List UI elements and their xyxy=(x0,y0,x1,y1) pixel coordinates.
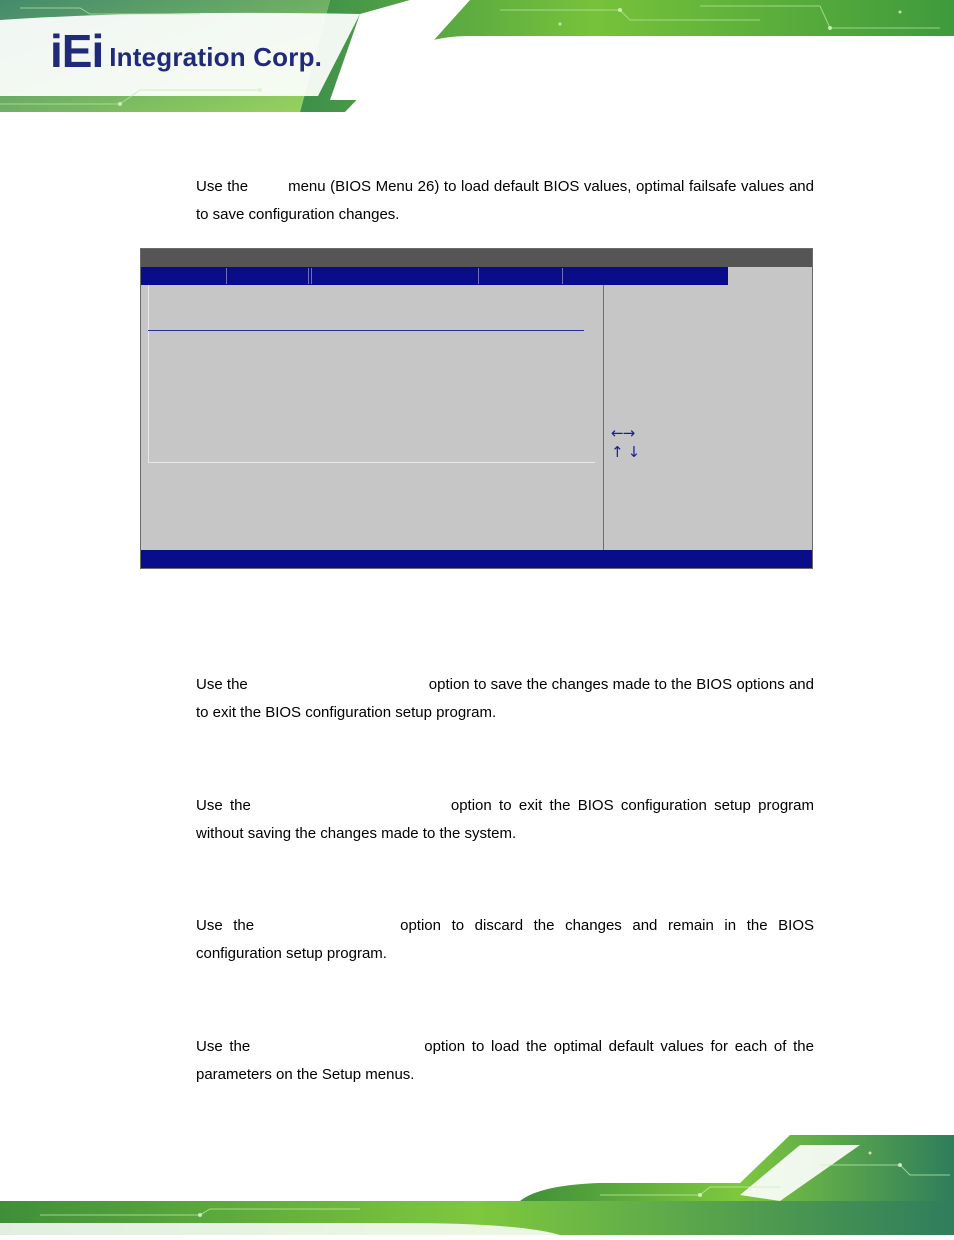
section-paragraph xyxy=(196,1033,814,1089)
section-text-after: option to exit the BIOS configuration setup program without saving the changes made to the system. xyxy=(196,797,814,842)
bios-menu-active-tab xyxy=(728,267,812,285)
bios-separator-line xyxy=(148,330,584,331)
page-header-banner xyxy=(0,0,954,115)
intro-text-after: menu (BIOS Menu 26) to load default BIOS values, optimal failsafe values and to save configuration changes. xyxy=(196,178,814,223)
logo-mark: iEi xyxy=(50,25,104,77)
bios-status-bar xyxy=(141,550,812,568)
section-text-before: Use the xyxy=(196,917,255,934)
bios-menu-bar xyxy=(141,267,728,285)
logo-text: Integration Corp. xyxy=(109,42,323,72)
menu-separator xyxy=(478,268,479,284)
left-right-arrows-icon: ←→ xyxy=(611,424,635,442)
section-paragraph xyxy=(196,912,814,968)
circuit-footer-graphic xyxy=(0,1135,954,1235)
bios-options-pane xyxy=(148,285,595,463)
section-text-before: Use the xyxy=(196,676,248,693)
menu-separator xyxy=(308,268,309,284)
menu-separator xyxy=(311,268,312,284)
up-down-arrows-icon: ↑↓ xyxy=(611,443,645,461)
bios-title-bar xyxy=(141,249,812,267)
page-footer-banner xyxy=(0,1135,954,1235)
bios-pane-divider xyxy=(603,285,604,550)
section-text-after: option to save the changes made to the BIOS options and to exit the BIOS configuration setup program. xyxy=(196,676,814,721)
bios-exit-menu-screenshot xyxy=(140,248,813,569)
section-text-before: Use the xyxy=(196,1038,251,1055)
section-text-after: option to load the optimal default values for each of the parameters on the Setup menus. xyxy=(196,1038,814,1083)
company-logo xyxy=(50,25,323,77)
menu-separator xyxy=(226,268,227,284)
intro-text-before: Use the xyxy=(196,178,249,195)
section-text-after: option to discard the changes and remain in the BIOS configuration setup program. xyxy=(196,917,814,962)
menu-separator xyxy=(562,268,563,284)
section-paragraph xyxy=(196,792,814,848)
section-paragraph xyxy=(196,671,814,727)
intro-paragraph xyxy=(196,173,814,229)
section-text-before: Use the xyxy=(196,797,251,814)
